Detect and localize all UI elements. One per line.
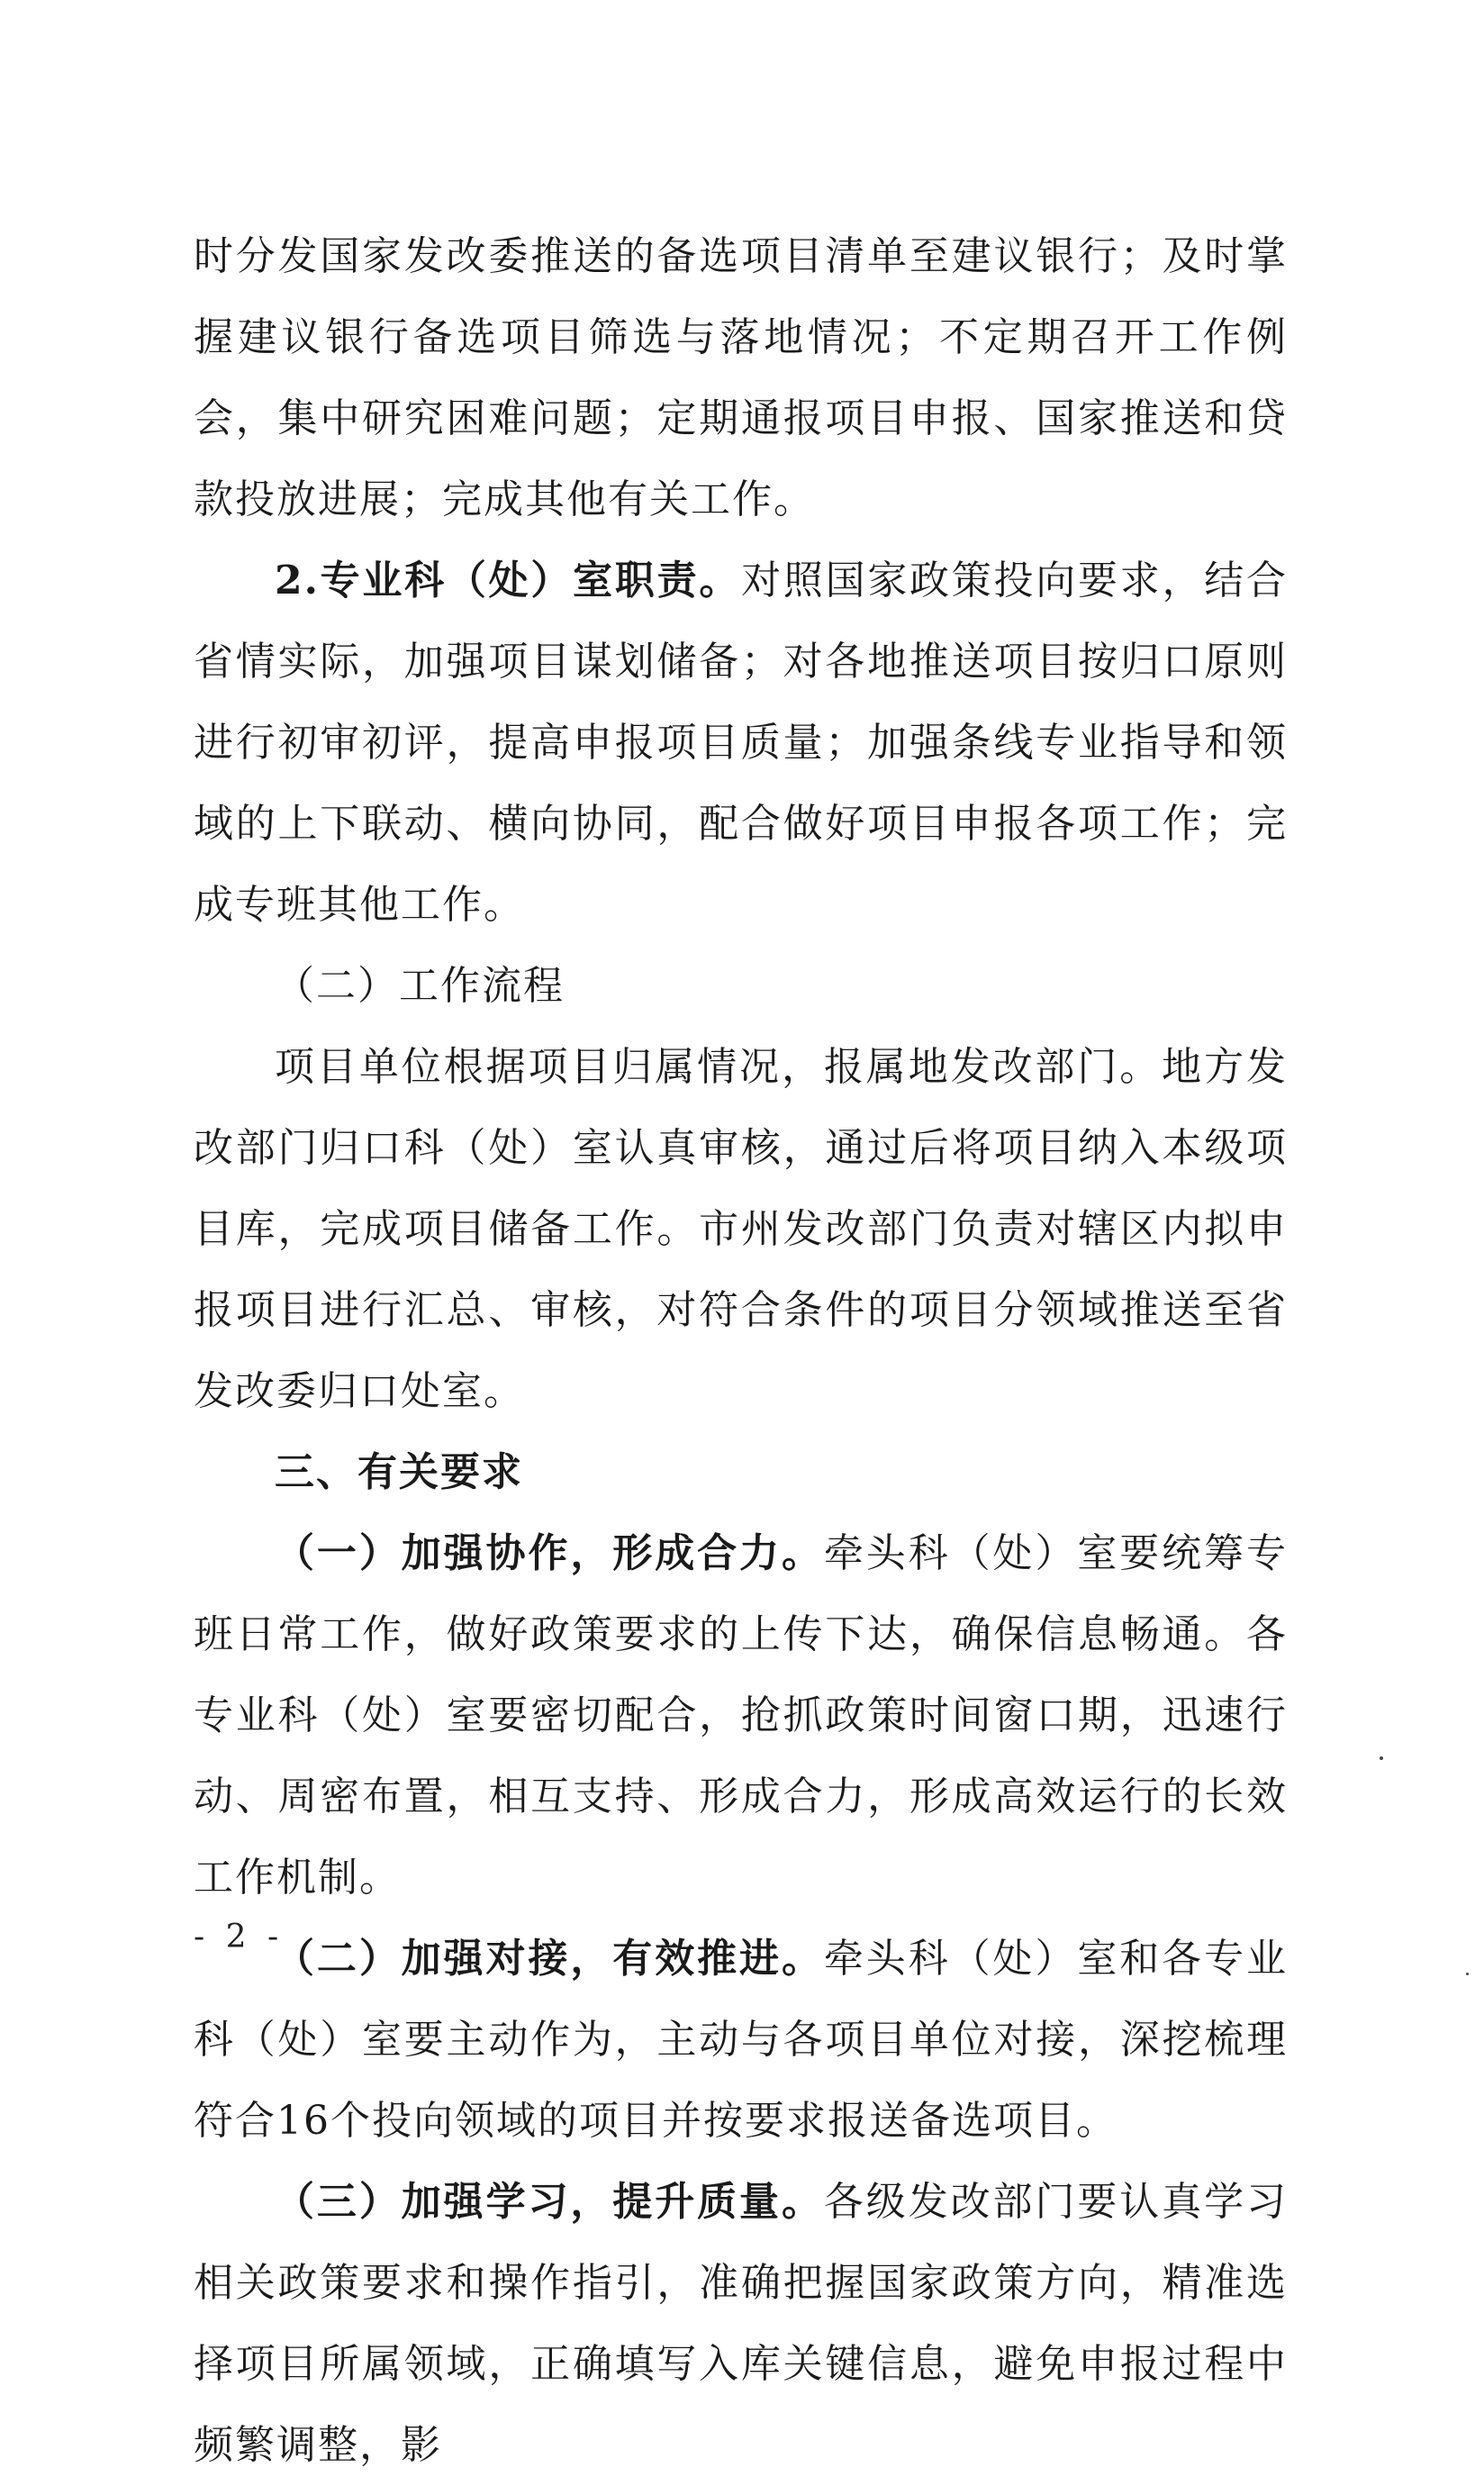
- paragraph-requirement-2: [194, 1919, 1288, 2162]
- page-number: - 2 -: [194, 1919, 285, 1955]
- paragraph-lead: 2.专业科（处）室职责。: [275, 558, 742, 603]
- paragraph-specialist-duties: [194, 540, 1288, 946]
- paragraph-text: 牵头科（处）室要统筹专班日常工作，做好政策要求的上传下达，确保信息畅通。各专业科（处）室要密切配合，抢抓政策时间窗口期，迅速行动、周密布置，相互支持、形成合力，形成高效运行的长效工作机制。: [194, 1530, 1289, 1901]
- document-body: [194, 216, 1288, 2486]
- paragraph-lead: （三）加强学习，提升质量。: [275, 2179, 824, 2225]
- paragraph-text: 对照国家政策投向要求，结合省情实际，加强项目谋划储备；对各地推送项目按归口原则进行初审初评，提高申报项目质量；加强条线专业指导和领域的上下联动、横向协同，配合做好项目申报各项工作；完成专班其他工作。: [194, 558, 1288, 928]
- section-heading-workflow: [194, 946, 1288, 1027]
- paragraph-continuation: [194, 216, 1288, 540]
- paragraph-text: 项目单位根据项目归属情况，报属地发改部门。地方发改部门归口科（处）室认真审核，通过后将项目纳入本级项目库，完成项目储备工作。市州发改部门负责对辖区内拟申报项目进行汇总、审核，对符合条件的项目分领域推送至省发改委归口处室。: [194, 1044, 1288, 1414]
- heading-text: 三、有关要求: [275, 1449, 523, 1495]
- paragraph-lead: （二）加强对接，有效推进。: [275, 1936, 824, 1982]
- paragraph-text: 时分发国家发改委推送的备选项目清单至建议银行；及时掌握建议银行备选项目筛选与落地情况；不定期召开工作例会，集中研究困难问题；定期通报项目申报、国家推送和贷款投放进展；完成其他有关工作。: [194, 233, 1288, 522]
- scan-speck: [1466, 1973, 1469, 1975]
- scan-speck: [1380, 1756, 1383, 1760]
- paragraph-lead: （一）加强协作，形成合力。: [275, 1530, 824, 1576]
- paragraph-requirement-3: [194, 2162, 1288, 2486]
- paragraph-text: 牵头科（处）室和各专业科（处）室要主动作为，主动与各项目单位对接，深挖梳理符合16个投向领域的项目并按要求报送备选项目。: [194, 1936, 1289, 2144]
- paragraph-requirement-1: [194, 1513, 1288, 1919]
- section-heading-requirements: [194, 1432, 1288, 1513]
- paragraph-text: （二）工作流程: [275, 963, 565, 1009]
- paragraph-text: 各级发改部门要认真学习相关政策要求和操作指引，准确把握国家政策方向，精准选择项目所属领域，正确填写入库关键信息，避免申报过程中频繁调整，影: [194, 2179, 1289, 2468]
- paragraph-workflow: [194, 1027, 1288, 1432]
